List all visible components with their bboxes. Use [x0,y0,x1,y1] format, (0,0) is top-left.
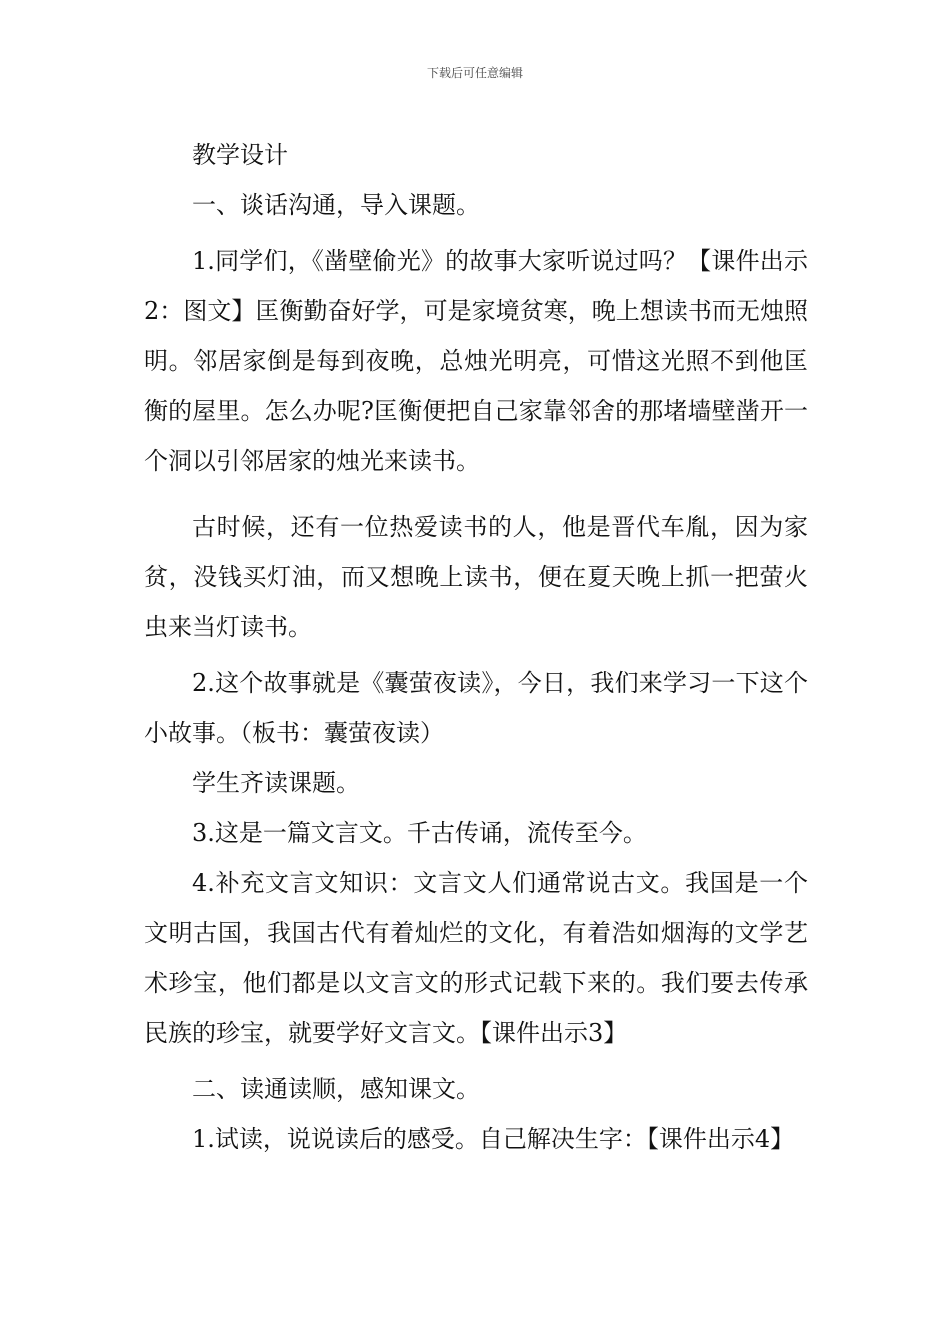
section-heading-1: 一、谈话沟通，导入课题。 [192,191,480,219]
paragraph-1: 1.同学们，《凿壁偷光》的故事大家听说过吗？【课件出示2：图文】匡衡勤奋好学，可是家境贫寒，晚上想读书而无烛照明。邻居家倒是每到夜晚，总烛光明亮，可惜这光照不到他匡衡的屋里。怎么办呢?匡衡便把自己家靠邻舍的那堵墙壁凿开一个洞以引邻居家的烛光来读书。 [144,247,808,475]
paragraph-2: 古时候，还有一位热爱读书的人，他是晋代车胤，因为家贫，没钱买灯油，而又想晚上读书，便在夏天晚上抓一把萤火虫来当灯读书。 [144,513,808,641]
paragraph-6: 4.补充文言文知识：文言文人们通常说古文。我国是一个文明古国，我国古代有着灿烂的文化，有着浩如烟海的文学艺术珍宝，他们都是以文言文的形式记载下来的。我们要去传承民族的珍宝，就要学好文言文。【课件出示3】 [144,869,808,1047]
document-title: 教学设计 [192,141,288,169]
paragraph-5: 3.这是一篇文言文。千古传诵，流传至今。 [192,819,647,847]
paragraph-7: 1.试读，说说读后的感受。自己解决生字：【课件出示4】 [192,1125,795,1153]
paragraph-4: 学生齐读课题。 [192,769,360,797]
page-header: 下载后可任意编辑 [426,66,523,80]
paragraph-3: 2.这个故事就是《囊萤夜读》，今日，我们来学习一下这个小故事。（板书：囊萤夜读） [144,669,808,747]
section-heading-2: 二、读通读顺，感知课文。 [192,1075,480,1103]
document-body [144,130,808,1164]
